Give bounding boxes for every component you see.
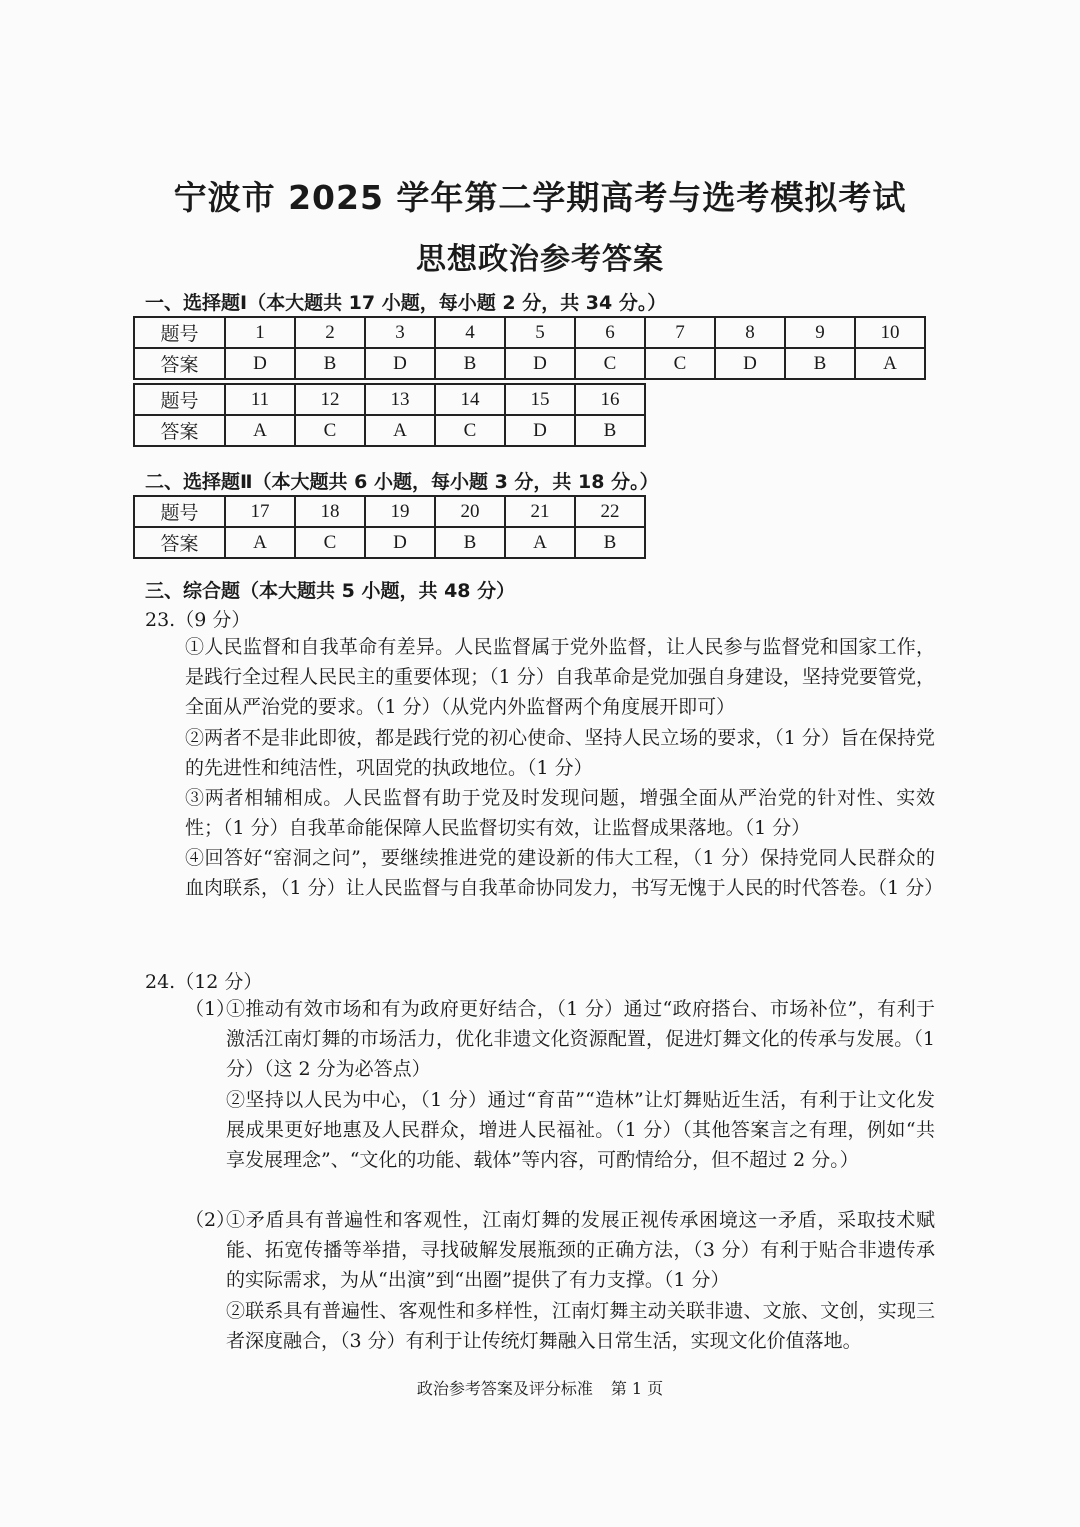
answer-cell: B: [575, 415, 645, 446]
question-number: 7: [645, 317, 715, 348]
q23-point-1: ①人民监督和自我革命有差异。人民监督属于党外监督，让人民参与监督党和国家工作，是践行全过程人民民主的重要体现；（1 分）自我革命是党加强自身建设，坚持党要管党，全面从严治党的要求。（1 分）（从党内外监督两个角度展开即可）: [185, 636, 935, 719]
exam-title: 宁波市 2025 学年第二学期高考与选考模拟考试: [173, 178, 907, 217]
question-number: 19: [365, 496, 435, 527]
answer-key-title: 思想政治参考答案: [416, 242, 664, 277]
table-row: [134, 415, 645, 446]
row-label-number: 题号: [134, 384, 225, 415]
question-number: 13: [365, 384, 435, 415]
question-number: 9: [785, 317, 855, 348]
q24-part1-point-2: ②坚持以人民为中心，（1 分）通过“育苗”“造林”让灯舞贴近生活，有利于让文化发展成果更好地惠及人民群众，增进人民福祉。（1 分）（其他答案言之有理，例如“共享发展理念”、“文化的功能、载体”等内容，可酌情给分，但不超过 2 分。）: [226, 1089, 935, 1172]
row-label-answer: 答案: [134, 415, 225, 446]
table-row: [134, 317, 925, 348]
q24-part2-point-2: ②联系具有普遍性、客观性和多样性，江南灯舞主动关联非遗、文旅、文创，实现三者深度融合，（3 分）有利于让传统灯舞融入日常生活，实现文化价值落地。: [226, 1300, 935, 1353]
answer-cell: A: [225, 527, 295, 558]
question-number: 4: [435, 317, 505, 348]
question-number: 22: [575, 496, 645, 527]
answer-cell: B: [785, 348, 855, 379]
question-number: 3: [365, 317, 435, 348]
question-number: 17: [225, 496, 295, 527]
question-number: 15: [505, 384, 575, 415]
q23-label: 23.（9 分）: [145, 609, 251, 631]
q24-part1-label: （1）: [185, 998, 236, 1020]
q24-label: 24.（12 分）: [145, 971, 263, 993]
q24-part1-point-1: ①推动有效市场和有为政府更好结合，（1 分）通过“政府搭台、市场补位”，有利于激活江南灯舞的市场活力，优化非遗文化资源配置，促进灯舞文化的传承与发展。（1 分）（这 2 分为必答点）: [226, 998, 935, 1081]
q24-part2-label: （2）: [185, 1209, 236, 1231]
answer-cell: C: [575, 348, 645, 379]
q23-point-3: ③两者相辅相成。人民监督有助于党及时发现问题，增强全面从严治党的针对性、实效性；（1 分）自我革命能保障人民监督切实有效，让监督成果落地。（1 分）: [185, 787, 935, 840]
table-row: [134, 496, 645, 527]
answer-cell: A: [855, 348, 925, 379]
answer-cell: D: [505, 415, 575, 446]
footer-title: 政治参考答案及评分标准: [416, 1379, 593, 1398]
answer-cell: B: [295, 348, 365, 379]
answer-cell: A: [505, 527, 575, 558]
answer-cell: C: [295, 415, 365, 446]
question-number: 21: [505, 496, 575, 527]
table-row: [134, 384, 645, 415]
question-number: 18: [295, 496, 365, 527]
answer-cell: D: [225, 348, 295, 379]
answer-cell: C: [435, 415, 505, 446]
answer-cell: C: [295, 527, 365, 558]
page-footer: [0, 1376, 1080, 1399]
question-number: 20: [435, 496, 505, 527]
row-label-answer: 答案: [134, 348, 225, 379]
question-number: 12: [295, 384, 365, 415]
answer-cell: D: [365, 348, 435, 379]
section1-heading: 一、选择题Ⅰ（本大题共 17 小题，每小题 2 分，共 34 分。）: [145, 292, 667, 314]
row-label-number: 题号: [134, 496, 225, 527]
question-number: 8: [715, 317, 785, 348]
question-number: 10: [855, 317, 925, 348]
question-number: 5: [505, 317, 575, 348]
answer-cell: D: [715, 348, 785, 379]
answer-cell: A: [225, 415, 295, 446]
answer-cell: B: [435, 527, 505, 558]
answer-cell: B: [435, 348, 505, 379]
answer-cell: A: [365, 415, 435, 446]
row-label-number: 题号: [134, 317, 225, 348]
q23-point-4: ④回答好“窑洞之问”，要继续推进党的建设新的伟大工程，（1 分）保持党同人民群众的血肉联系，（1 分）让人民监督与自我革命协同发力，书写无愧于人民的时代答卷。（1 分）: [185, 847, 944, 900]
section2-table: [133, 495, 646, 559]
answer-cell: D: [505, 348, 575, 379]
answer-cell: D: [365, 527, 435, 558]
page-number: 第 1 页: [610, 1379, 664, 1398]
q23-point-2: ②两者不是非此即彼，都是践行党的初心使命、坚持人民立场的要求，（1 分）旨在保持党的先进性和纯洁性，巩固党的执政地位。（1 分）: [185, 727, 935, 780]
question-number: 6: [575, 317, 645, 348]
question-number: 1: [225, 317, 295, 348]
answer-cell: B: [575, 527, 645, 558]
row-label-answer: 答案: [134, 527, 225, 558]
section3-heading: 三、综合题（本大题共 5 小题，共 48 分）: [145, 580, 516, 602]
section1-table-2: [133, 383, 646, 447]
table-row: [134, 348, 925, 379]
q24-part2-point-1: ①矛盾具有普遍性和客观性，江南灯舞的发展正视传承困境这一矛盾，采取技术赋能、拓宽传播等举措，寻找破解发展瓶颈的正确方法，（3 分）有利于贴合非遗传承的实际需求，为从“出演”到“出圈”提供了有力支撑。（1 分）: [226, 1209, 935, 1292]
question-number: 16: [575, 384, 645, 415]
table-row: [134, 527, 645, 558]
section1-table: [133, 316, 926, 380]
question-number: 11: [225, 384, 295, 415]
question-number: 2: [295, 317, 365, 348]
section2-heading: 二、选择题Ⅱ（本大题共 6 小题，每小题 3 分，共 18 分。）: [145, 471, 659, 493]
question-number: 14: [435, 384, 505, 415]
answer-cell: C: [645, 348, 715, 379]
